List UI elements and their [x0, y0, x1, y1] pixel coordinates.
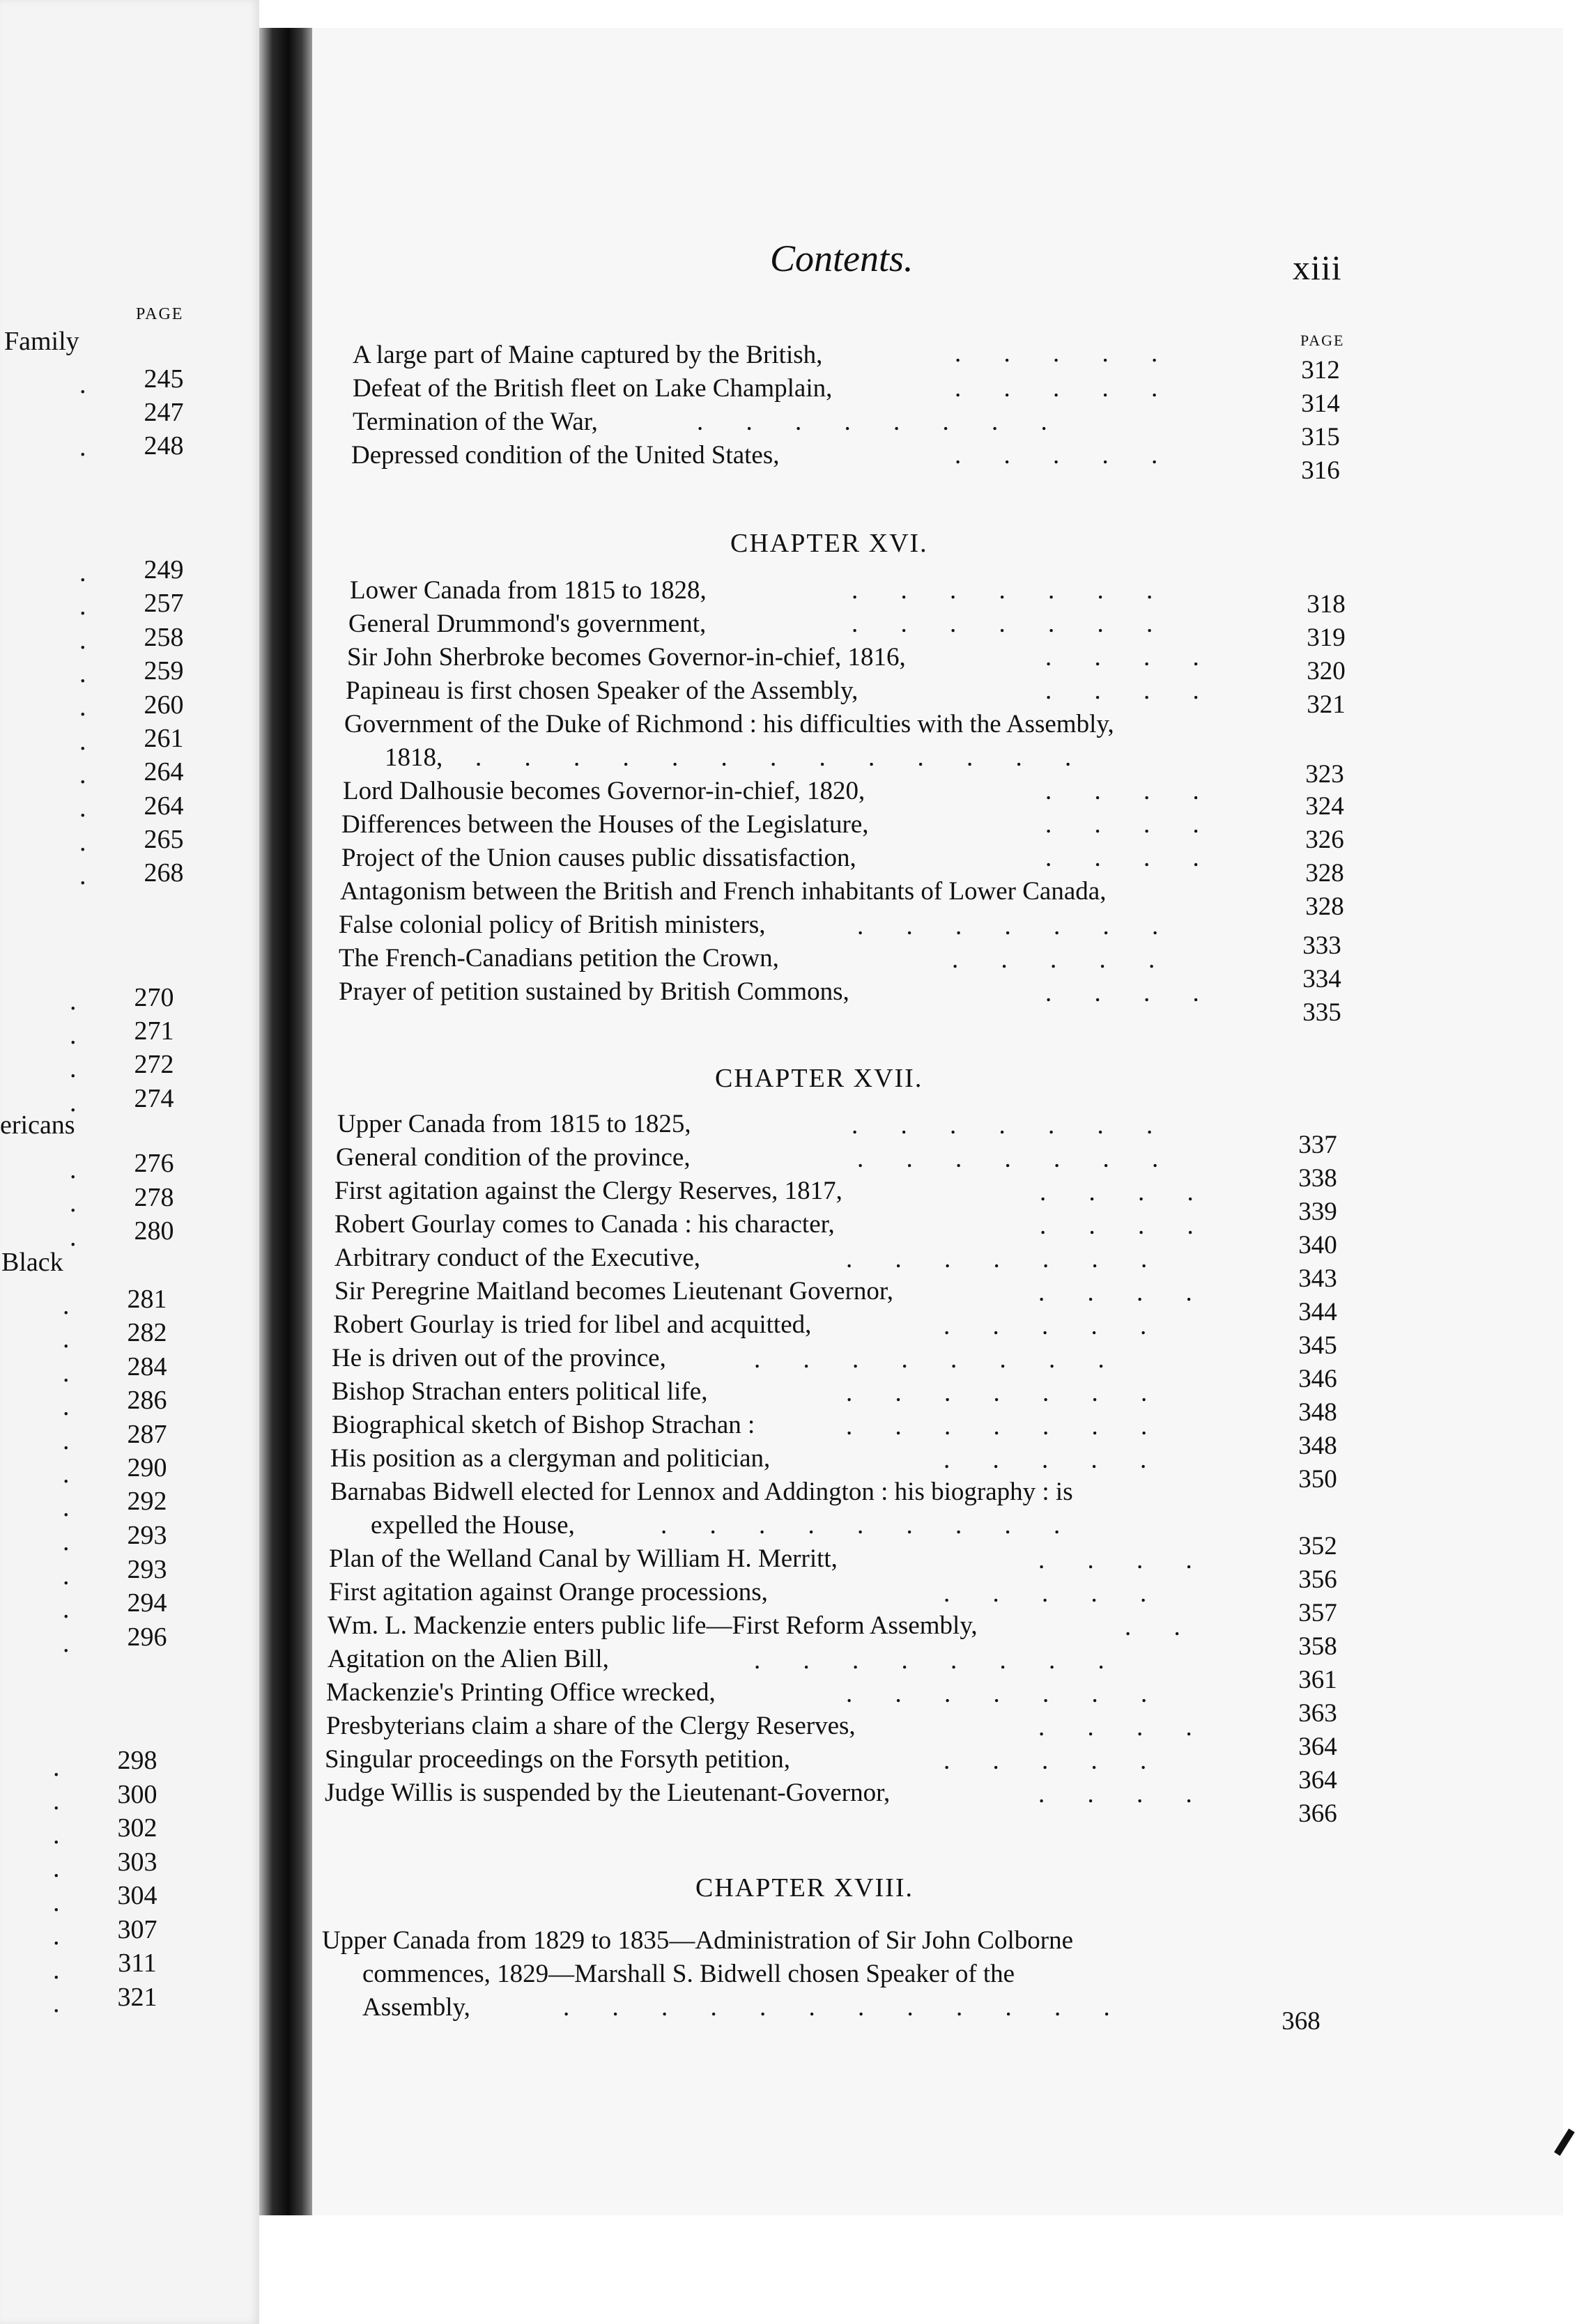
dot-leader: . . [1125, 1613, 1199, 1641]
toc-page-number: 348 [1298, 1398, 1337, 1427]
dot-leader: . . . . . . . [846, 1379, 1166, 1407]
toc-page-number: 364 [1298, 1733, 1337, 1761]
leader-dot: . [53, 1820, 60, 1850]
left-page-number: 304 [117, 1881, 157, 1910]
leader-dot: . [70, 1054, 77, 1083]
dot-leader: . . . . . . . [857, 1145, 1177, 1173]
chapter-heading: CHAPTER XVII. [715, 1064, 923, 1093]
toc-entry-continuation: 1818, [385, 743, 443, 772]
toc-entry: His position as a clergyman and politician, [330, 1444, 771, 1473]
toc-entry: Lower Canada from 1815 to 1828, [350, 576, 707, 605]
left-page-number: 293 [127, 1521, 167, 1550]
leader-dot: . [63, 1527, 70, 1556]
toc-entry: Sir Peregrine Maitland becomes Lieutenant Governor, [334, 1277, 893, 1306]
toc-entry: Differences between the Houses of the Legislature, [341, 810, 869, 839]
dot-leader: . . . . [1038, 1546, 1210, 1574]
toc-entry: Plan of the Welland Canal by William H. Merritt, [329, 1544, 838, 1573]
dot-leader: . . . . [1045, 676, 1217, 705]
toc-page-number: 315 [1301, 423, 1340, 451]
left-page-number: 270 [134, 983, 174, 1012]
leader-dot: . [63, 1493, 70, 1522]
leader-dot: . [53, 1888, 60, 1917]
toc-entry: Upper Canada from 1815 to 1825, [337, 1110, 691, 1138]
toc-entry: Robert Gourlay is tried for libel and acquitted, [333, 1310, 812, 1339]
left-page-number: 278 [134, 1183, 174, 1212]
dot-leader: . . . . . . . [852, 576, 1171, 605]
toc-entry: First agitation against Orange processions, [329, 1578, 768, 1606]
leader-dot: . [79, 828, 86, 857]
toc-entry-text: Government of the Duke of Richmond : his difficulties with the Assembly, [344, 710, 1114, 738]
left-page-number: 249 [144, 555, 184, 584]
toc-entry: Presbyterians claim a share of the Clergy Reserves, [326, 1712, 856, 1740]
toc-page-number: 316 [1301, 456, 1340, 485]
toc-entry: Sir John Sherbroke becomes Governor-in-chief, 1816, [347, 643, 906, 672]
toc-entry: General Drummond's government, [348, 610, 707, 638]
toc-page-number: 366 [1298, 1799, 1337, 1828]
left-page-number: 300 [117, 1780, 157, 1809]
running-title: Contents. [770, 238, 914, 279]
toc-entry: Mackenzie's Printing Office wrecked, [326, 1678, 716, 1707]
leader-dot: . [53, 1753, 60, 1782]
left-page-number: 298 [117, 1746, 157, 1775]
folio-number: xiii [1293, 248, 1342, 287]
chapter-heading: CHAPTER XVI. [730, 529, 928, 558]
toc-page-number: 348 [1298, 1432, 1337, 1460]
toc-page-number: 337 [1298, 1131, 1337, 1159]
left-page-number: 274 [134, 1084, 174, 1113]
leader-dot: . [79, 591, 86, 621]
leader-dot: . [79, 659, 86, 688]
left-page-label: PAGE [136, 305, 184, 323]
toc-page-number: 328 [1305, 859, 1344, 888]
toc-page-number: 350 [1298, 1465, 1337, 1494]
toc-entry: Wm. L. Mackenzie enters public life—First Reform Assembly, [328, 1611, 978, 1640]
dot-leader: . . . . . . . . . . . . [563, 1993, 1128, 2022]
leader-dot: . [79, 793, 86, 823]
leader-dot: . [70, 1088, 77, 1117]
toc-page-number: 357 [1298, 1599, 1337, 1627]
leader-dot: . [63, 1426, 70, 1455]
left-page-number: 311 [118, 1949, 157, 1978]
leader-dot: . [79, 626, 86, 655]
toc-page-number: 333 [1302, 931, 1341, 960]
toc-page-number: 346 [1298, 1365, 1337, 1393]
leader-dot: . [70, 1188, 77, 1218]
toc-entry: Defeat of the British fleet on Lake Champlain, [353, 374, 833, 403]
leader-dot: . [79, 558, 86, 587]
dot-leader: . . . . . [944, 1746, 1165, 1775]
toc-page-number: 335 [1302, 998, 1341, 1027]
leader-dot: . [79, 727, 86, 756]
left-page-number: 247 [144, 398, 184, 427]
left-page-number: 259 [144, 656, 184, 685]
page-column-label: PAGE [1300, 332, 1345, 349]
left-page-number: 257 [144, 589, 184, 618]
toc-page-number: 328 [1305, 892, 1344, 921]
left-page-number: 258 [144, 623, 184, 652]
toc-entry: General condition of the province, [336, 1143, 691, 1172]
toc-entry-continuation: expelled the House, [371, 1511, 575, 1540]
left-page-number: 264 [144, 791, 184, 821]
dot-leader: . . . . . [955, 441, 1176, 470]
toc-page-number: 334 [1302, 965, 1341, 993]
toc-entry-continuation: Assembly, [362, 1993, 470, 2022]
toc-page-number: 368 [1281, 2007, 1321, 2036]
dot-leader: . . . . . . . . [697, 408, 1065, 436]
book-gutter [259, 28, 312, 2215]
left-page-number: 264 [144, 757, 184, 787]
toc-entry: Termination of the War, [353, 408, 598, 436]
left-page-number: 287 [127, 1420, 167, 1449]
leader-dot: . [63, 1291, 70, 1320]
toc-entry: Agitation on the Alien Bill, [328, 1645, 609, 1673]
leader-dot: . [63, 1459, 70, 1489]
dot-leader: . . . . [1038, 1780, 1210, 1808]
leader-dot: . [63, 1629, 70, 1658]
toc-entry: Prayer of petition sustained by British Commons, [339, 977, 849, 1006]
left-page-number: 321 [117, 1983, 157, 2012]
toc-entry: Depressed condition of the United States, [351, 441, 780, 470]
dot-leader: . . . . . . . . [754, 1646, 1123, 1675]
dot-leader: . . . . . [952, 945, 1173, 974]
left-page-number: 284 [127, 1352, 167, 1381]
dot-leader: . . . . . . . [846, 1412, 1166, 1441]
toc-page-number: 340 [1298, 1231, 1337, 1260]
left-page-number: 245 [144, 364, 184, 394]
leader-dot: . [79, 433, 86, 462]
toc-entry: False colonial policy of British ministers, [339, 911, 766, 939]
dot-leader: . . . . [1045, 810, 1217, 839]
toc-page-number: 352 [1298, 1532, 1337, 1560]
chapter-heading: CHAPTER XVIII. [695, 1873, 914, 1903]
dot-leader: . . . . . [955, 374, 1176, 403]
toc-page-number: 356 [1298, 1565, 1337, 1594]
left-page-number: 286 [127, 1386, 167, 1415]
leader-dot: . [79, 861, 86, 890]
left-page-number: 281 [127, 1285, 167, 1314]
toc-entry: Bishop Strachan enters political life, [332, 1377, 708, 1406]
leader-dot: . [53, 1921, 60, 1951]
dot-leader: . . . . [1045, 643, 1217, 672]
leader-dot: . [53, 1955, 60, 1985]
leader-dot: . [63, 1392, 70, 1421]
toc-entry: Biographical sketch of Bishop Strachan : [332, 1411, 755, 1439]
left-page-number: 296 [127, 1622, 167, 1652]
left-page-number: 282 [127, 1318, 167, 1347]
toc-page-number: 320 [1307, 657, 1346, 685]
toc-page-number: 343 [1298, 1264, 1337, 1293]
left-page-number: 290 [127, 1453, 167, 1482]
dot-leader: . . . . . [944, 1579, 1165, 1608]
dot-leader: . . . . [1045, 979, 1217, 1007]
toc-page-number: 318 [1307, 590, 1346, 619]
dot-leader: . . . . . . . [857, 912, 1177, 940]
dot-leader: . . . . . [955, 339, 1176, 368]
dot-leader: . . . . [1038, 1713, 1210, 1742]
left-fragment: Family [4, 327, 79, 356]
toc-page-number: 324 [1305, 792, 1344, 821]
toc-page-number: 323 [1305, 760, 1344, 789]
left-page-number: 248 [144, 431, 184, 460]
left-page-number: 303 [117, 1847, 157, 1877]
toc-entry: Arbitrary conduct of the Executive, [334, 1244, 700, 1272]
leader-dot: . [63, 1358, 70, 1388]
dot-leader: . . . . . . . [846, 1680, 1166, 1708]
dot-leader: . . . . . . . . . [661, 1511, 1079, 1540]
dot-leader: . . . . . [944, 1312, 1165, 1340]
toc-entry: Papineau is first chosen Speaker of the Assembly, [346, 676, 859, 705]
toc-entry-continuation: commences, 1829—Marshall S. Bidwell chosen Speaker of the [362, 1960, 1015, 1988]
dot-leader: . . . . [1045, 777, 1217, 805]
toc-entry: First agitation against the Clergy Reserves, 1817, [334, 1177, 842, 1205]
dot-leader: . . . . . . . [846, 1245, 1166, 1273]
toc-page-number: 358 [1298, 1632, 1337, 1661]
left-page-number: 280 [134, 1216, 174, 1246]
left-page-number: 261 [144, 724, 184, 753]
leader-dot: . [53, 1854, 60, 1883]
toc-page-number: 363 [1298, 1699, 1337, 1728]
leader-dot: . [53, 1786, 60, 1815]
toc-entry: Judge Willis is suspended by the Lieutenant-Governor, [325, 1779, 891, 1807]
left-page [0, 0, 259, 2324]
toc-page-number: 339 [1298, 1198, 1337, 1226]
dot-leader: . . . . . [944, 1446, 1165, 1474]
left-page-number: 302 [117, 1813, 157, 1843]
dot-leader: . . . . . . . . [754, 1345, 1123, 1374]
page-bottom-margin [259, 2215, 1583, 2324]
toc-page-number: 314 [1301, 389, 1340, 418]
leader-dot: . [70, 1021, 77, 1050]
toc-page-number: 345 [1298, 1331, 1337, 1360]
toc-page-number: 321 [1307, 690, 1346, 719]
toc-page-number: 326 [1305, 826, 1344, 854]
leader-dot: . [63, 1324, 70, 1354]
toc-entry: Robert Gourlay comes to Canada : his character, [334, 1210, 835, 1239]
toc-page-number: 344 [1298, 1298, 1337, 1326]
left-page-number: 268 [144, 858, 184, 888]
leader-dot: . [79, 692, 86, 722]
toc-entry: Project of the Union causes public dissatisfaction, [341, 844, 856, 872]
leader-dot: . [70, 1223, 77, 1252]
left-page-number: 265 [144, 825, 184, 854]
left-page-number: 292 [127, 1487, 167, 1516]
leader-dot: . [79, 760, 86, 789]
dot-leader: . . . . [1045, 844, 1217, 872]
leader-dot: . [79, 370, 86, 399]
left-page-number: 272 [134, 1050, 174, 1079]
toc-page-number: 312 [1301, 356, 1340, 385]
left-page-number: 260 [144, 690, 184, 720]
toc-entry: Singular proceedings on the Forsyth petition, [325, 1745, 790, 1774]
left-fragment: ericans [0, 1110, 75, 1140]
toc-entry-text: Barnabas Bidwell elected for Lennox and Addington : his biography : is [330, 1478, 1073, 1506]
left-page-number: 294 [127, 1588, 167, 1618]
left-page-number: 276 [134, 1149, 174, 1178]
toc-page-number: 338 [1298, 1164, 1337, 1193]
toc-page-number: 364 [1298, 1766, 1337, 1795]
leader-dot: . [63, 1595, 70, 1624]
dot-leader: . . . . [1038, 1278, 1210, 1307]
toc-entry-text: Upper Canada from 1829 to 1835—Administration of Sir John Colborne [322, 1926, 1074, 1955]
leader-dot: . [70, 1155, 77, 1184]
leader-dot: . [70, 986, 77, 1016]
toc-entry: He is driven out of the province, [332, 1344, 666, 1372]
leader-dot: . [53, 1989, 60, 2018]
toc-entry: The French-Canadians petition the Crown, [339, 944, 779, 973]
toc-page-number: 361 [1298, 1666, 1337, 1694]
dot-leader: . . . . . . . [852, 1111, 1171, 1140]
dot-leader: . . . . . . . . . . . . . [475, 743, 1090, 772]
dot-leader: . . . . . . . [852, 610, 1171, 638]
left-page-number: 293 [127, 1555, 167, 1584]
left-page-number: 271 [134, 1016, 174, 1046]
dot-leader: . . . . [1040, 1178, 1212, 1207]
left-fragment: Black [1, 1248, 63, 1277]
dot-leader: . . . . [1040, 1211, 1212, 1240]
toc-page-number: 319 [1307, 623, 1346, 652]
left-page-number: 307 [117, 1915, 157, 1944]
leader-dot: . [63, 1561, 70, 1590]
toc-entry: Lord Dalhousie becomes Governor-in-chief, 1820, [343, 777, 865, 805]
toc-entry: A large part of Maine captured by the British, [353, 341, 823, 369]
toc-entry: Antagonism between the British and French inhabitants of Lower Canada, [340, 877, 1107, 906]
